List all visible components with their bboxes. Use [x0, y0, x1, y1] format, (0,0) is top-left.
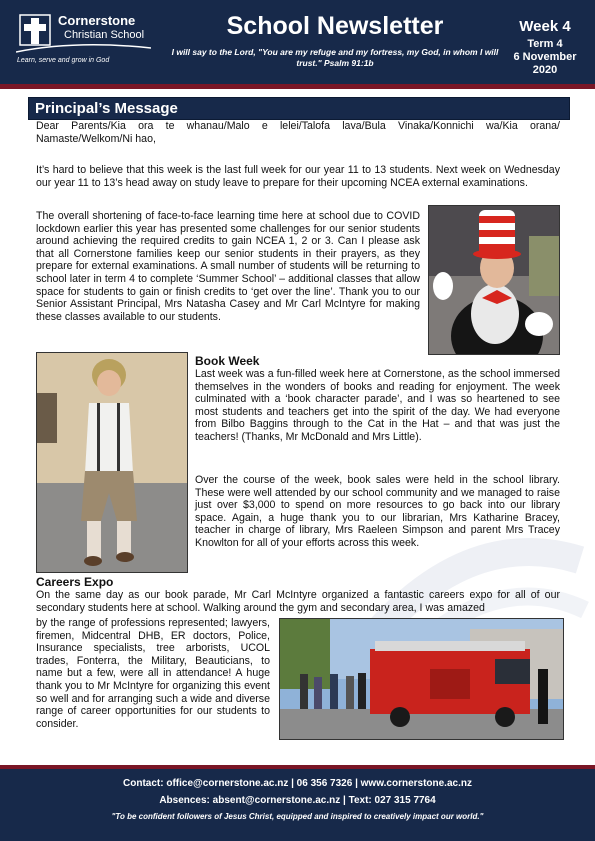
bilbo-illustration — [37, 353, 187, 572]
mission-statement: "To be confident followers of Jesus Christ, equipped and inspired to creatively impact our world." — [111, 812, 484, 821]
header-divider — [0, 84, 595, 89]
term-date — [500, 38, 590, 77]
contact-line: Contact: office@cornerstone.ac.nz | 06 356 7326 | www.cornerstone.ac.nz — [123, 778, 472, 789]
absences-line: Absences: absent@cornerstone.ac.nz | Text: 027 315 7764 — [159, 795, 436, 806]
section-heading: Principal’s Message — [35, 100, 178, 117]
careers-expo-heading: Careers Expo — [36, 575, 114, 589]
section-heading-bar — [28, 97, 570, 120]
school-tagline: Learn, serve and grow in God — [17, 57, 110, 64]
swoosh-icon — [16, 42, 151, 56]
book-week-paragraph-1: Last week was a fun-filled week here at Cornerstone, as the school immersed themselves in the wonders of books and reading for enjoyment. The week culminated with a ‘book character parade’, and I was so heartened to see most students and teachers get into the spirit of the day. We had everyone from Bilbo Baggins through to the Cat in the Hat – and that was just the teachers! (Thanks, Mr McDonald and Mrs Little). — [195, 368, 560, 443]
newsletter-header — [0, 0, 595, 84]
bible-verse: I will say to the Lord, "You are my refuge and my fortress, my God, in whom I will trust." Psalm 91:1b — [171, 47, 499, 68]
date-day: 6 November — [513, 51, 577, 63]
book-week-paragraph-2: Over the course of the week, book sales were held in the school library. These were well attended by our school community and we managed to raise just over $3,000 to spend on more resources to go back into our library space. Again, a huge thank you to our librarian, Mrs Katharine Bracey, teacher in charge of library, Mrs Raeleen Simpson and parent Mrs Tracey Knowlton for all of your efforts across this week. — [195, 474, 560, 549]
intro-paragraph: It’s hard to believe that this week is the last full week for our year 11 to 13 students. Next week on Wednesday our year 11 to 13’s head away on study leave to prepare for their upcoming NCEA external examinations. — [36, 164, 560, 189]
school-name: Cornerstone — [58, 13, 136, 28]
ncea-paragraph: The overall shortening of face-to-face learning time here at school due to COVID lockdown earlier this year has presented some challenges for our senior students around achieving the required credits to gain NCEA 1, 2 or 3. Can I please ask that all Cornerstone families keep our senior students in their prayers, as they prepare for external examinations. A small number of students will be returning to school later in term 4 to complete ‘Summer School’ – additional classes that allow space for students to gain or finish credits to ‘get over the line’. Thank you to our Senior Assistant Principal, Mrs Natasha Casey and Mr Carl McIntyre for making these classes available to our students. — [36, 210, 420, 323]
date-year: 2020 — [532, 64, 558, 76]
page-title: School Newsletter — [226, 12, 444, 40]
cat-in-hat-illustration — [429, 206, 559, 354]
bilbo-baggins-photo — [36, 352, 188, 573]
school-name-sub: Christian School — [64, 29, 145, 41]
fire-engine-illustration — [280, 619, 563, 739]
careers-paragraph-1: On the same day as our book parade, Mr Carl McIntyre organized a fantastic careers expo for all of our secondary students here at school. Walking around the gym and secondary area, I was amazed — [36, 589, 560, 614]
book-week-heading: Book Week — [195, 354, 260, 368]
greeting-paragraph: Dear Parents/Kia ora te whanau/Malo e lelei/Talofa lava/Bula Vinaka/Konnichi wa/Kia orana/ Namaste/Welkom/Ni hao, — [36, 120, 560, 145]
term-label: Term 4 — [527, 38, 563, 50]
careers-paragraph-2: by the range of professions represented; lawyers, firemen, Midcentral DHB, ER doctors, Police, Insurance specialists, tree arborists, UCOL trades, Fonterra, the Military, Beauticians, to name but a few, were all in attendance! A huge thank you to Mr McIntyre for organizing this event so well and for arranging such a wide and diverse range of career opportunities for our students to consider. — [36, 617, 270, 730]
fire-engine-photo — [279, 618, 564, 740]
newsletter-footer — [0, 769, 595, 841]
week-label: Week 4 — [519, 18, 571, 35]
cat-in-hat-photo — [428, 205, 560, 355]
